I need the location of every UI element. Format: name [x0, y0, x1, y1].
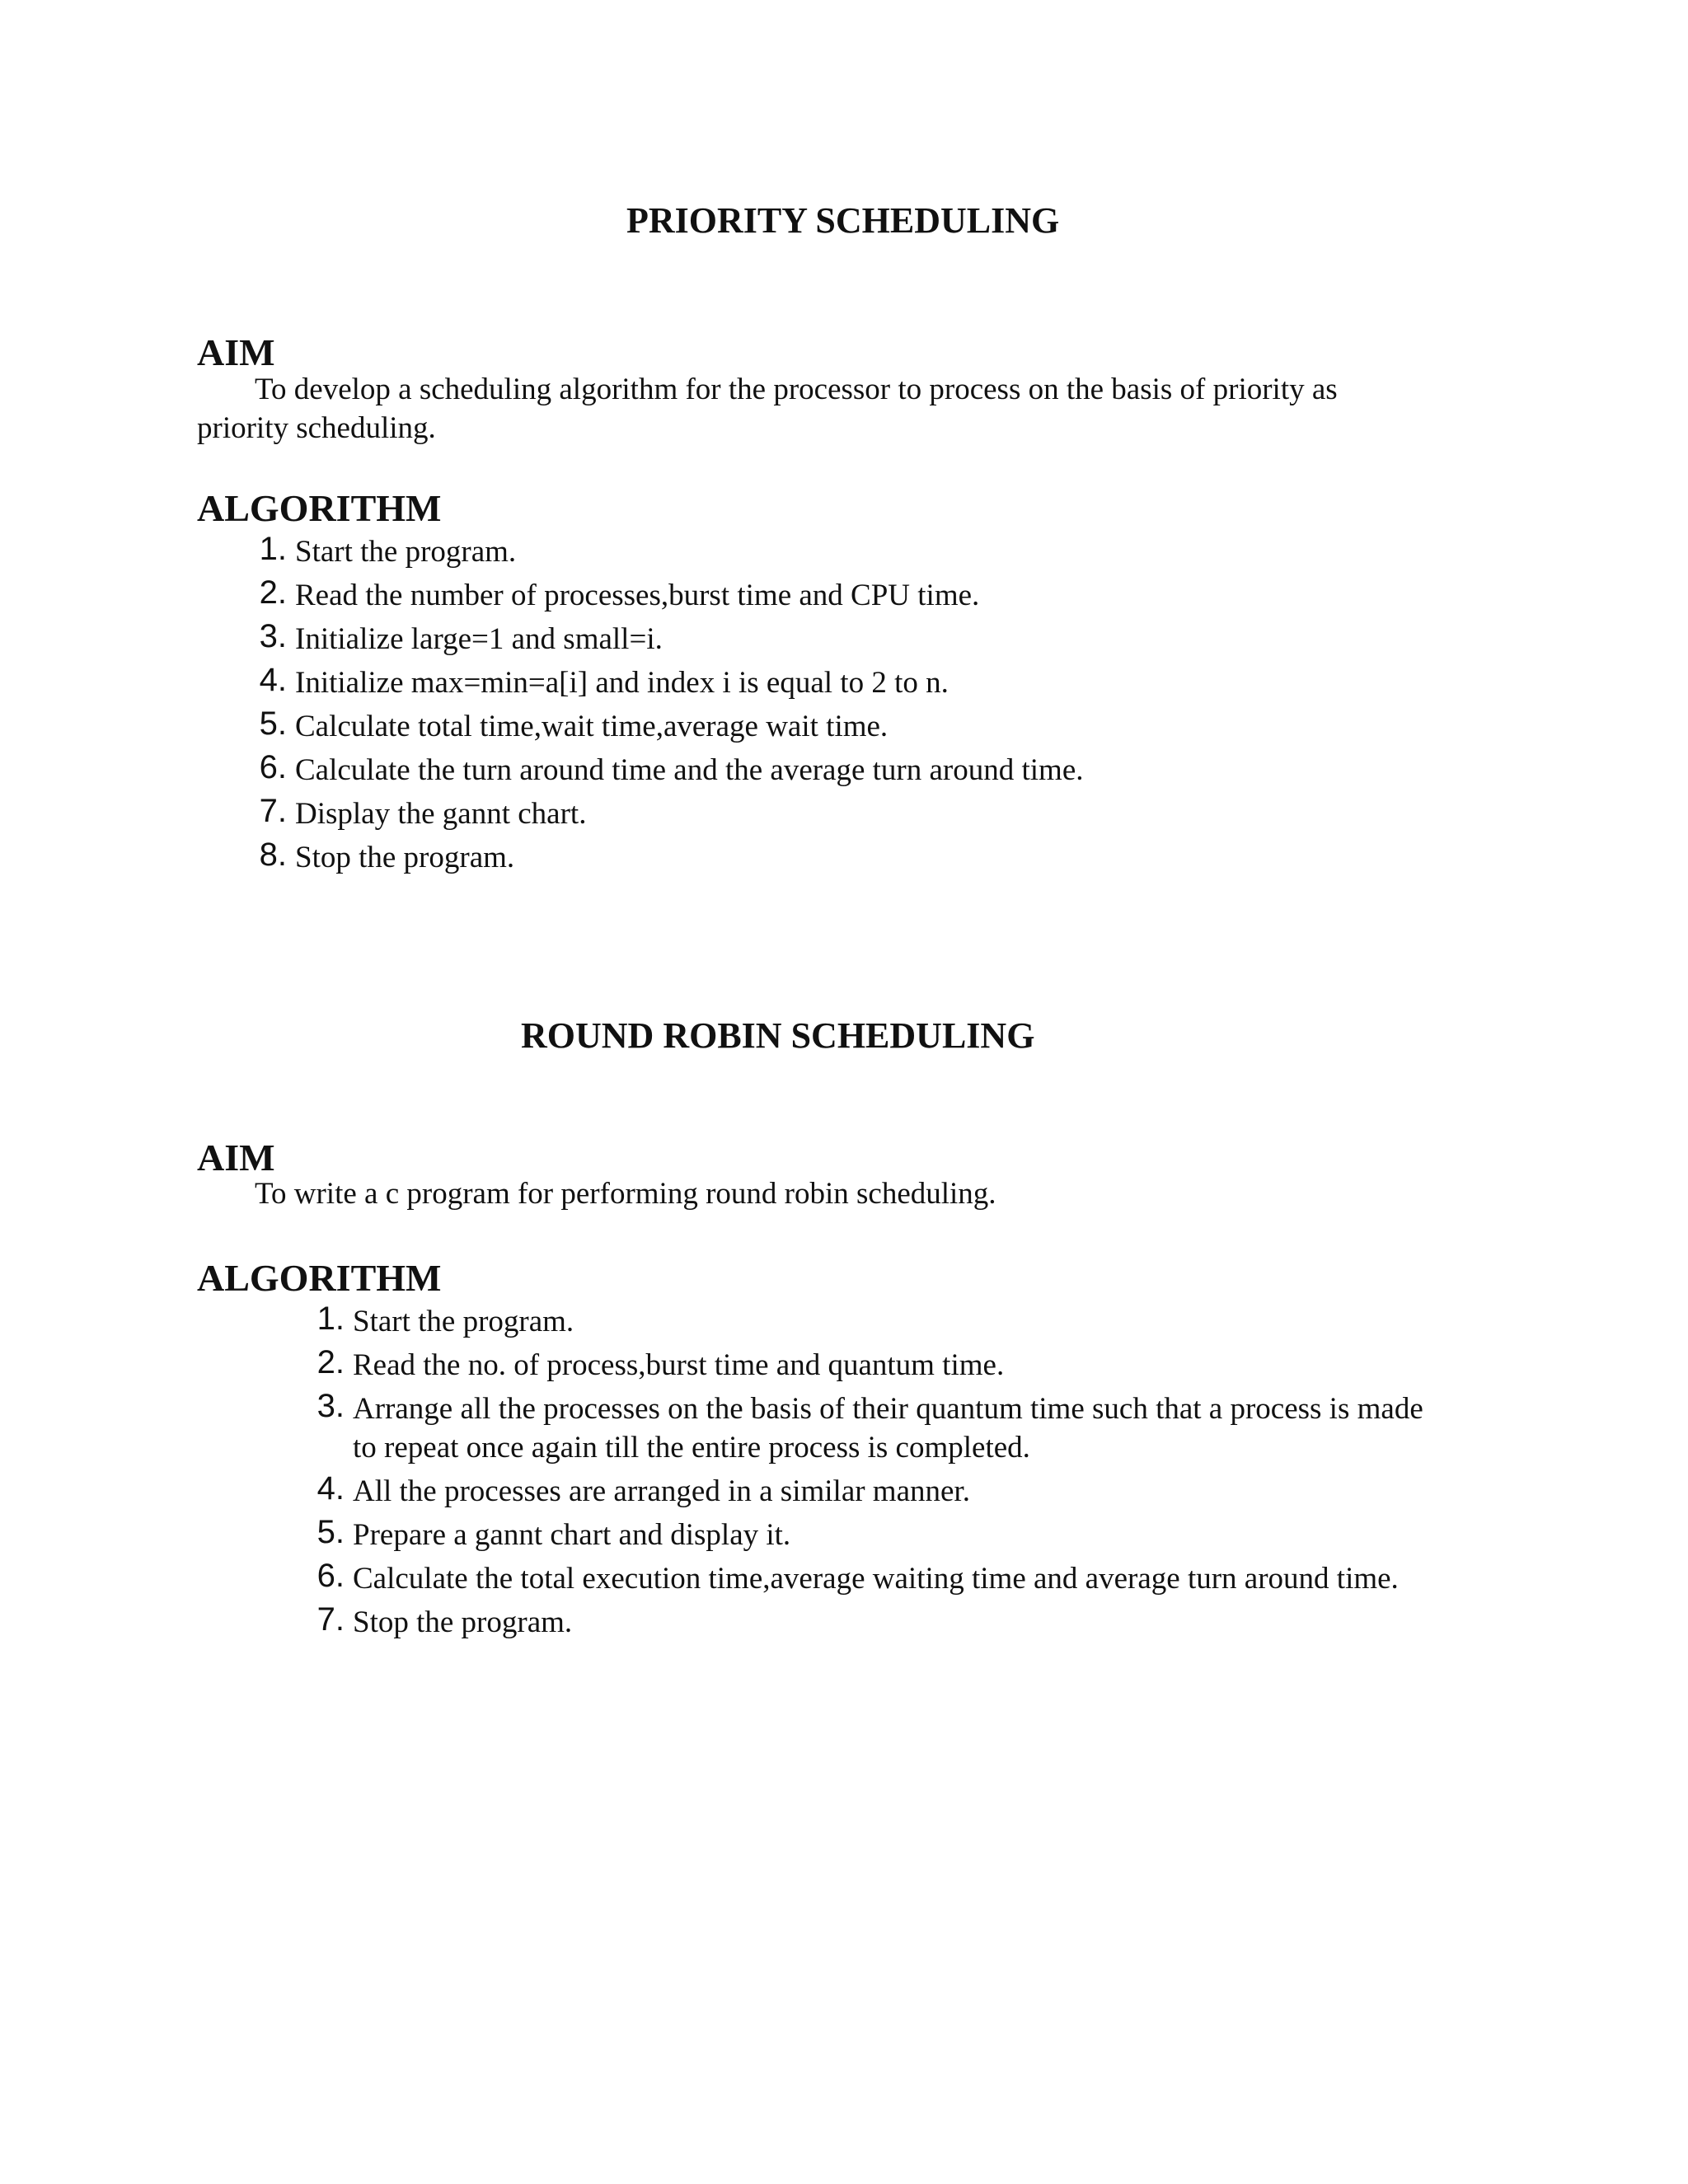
- step-number: 4.: [316, 1470, 345, 1507]
- round-robin-title: ROUND ROBIN SCHEDULING: [521, 1015, 1035, 1056]
- step-text: Calculate the turn around time and the average turn around time.: [295, 753, 1084, 787]
- step-number: 1.: [259, 531, 287, 567]
- step-number: 6.: [316, 1558, 345, 1594]
- list-item: [316, 1470, 1441, 1511]
- step-number: 3.: [316, 1388, 345, 1424]
- step-text: Start the program.: [295, 535, 517, 569]
- list-item: [316, 1601, 1441, 1642]
- step-text: Display the gannt chart.: [295, 797, 587, 831]
- step-text: Initialize large=1 and small=i.: [295, 622, 663, 656]
- step-text: Stop the program.: [295, 841, 515, 874]
- priority-aim-heading: AIM: [197, 331, 275, 373]
- step-number: 8.: [259, 837, 287, 873]
- list-item: [316, 1344, 1441, 1385]
- priority-algorithm-heading: ALGORITHM: [197, 487, 442, 529]
- step-text: Stop the program.: [353, 1605, 573, 1639]
- round-robin-algorithm-heading: ALGORITHM: [197, 1257, 442, 1299]
- priority-aim-text-content: To develop a scheduling algorithm for the processor to process on the basis of priority as priority scheduling.: [197, 373, 1338, 445]
- step-text: All the processes are arranged in a similar manner.: [353, 1474, 970, 1508]
- step-number: 5.: [259, 705, 287, 742]
- list-item: [259, 574, 1449, 615]
- step-number: 7.: [259, 793, 287, 829]
- round-robin-aim-heading: AIM: [197, 1137, 275, 1179]
- list-item: [259, 705, 1449, 746]
- step-number: 5.: [316, 1514, 345, 1550]
- list-item: [259, 618, 1449, 658]
- list-item: [259, 749, 1449, 790]
- step-number: 2.: [316, 1344, 345, 1380]
- step-text: Calculate total time,wait time,average wait time.: [295, 710, 889, 743]
- list-item: [259, 531, 1449, 571]
- step-text: Initialize max=min=a[i] and index i is equal to 2 to n.: [295, 666, 949, 700]
- list-item: [259, 837, 1449, 877]
- step-text: Prepare a gannt chart and display it.: [353, 1518, 791, 1552]
- step-number: 6.: [259, 749, 287, 785]
- priority-title: PRIORITY SCHEDULING: [626, 200, 1060, 241]
- step-number: 7.: [316, 1601, 345, 1638]
- step-text: Start the program.: [353, 1305, 574, 1338]
- step-text: Calculate the total execution time,average waiting time and average turn around time.: [353, 1562, 1399, 1596]
- list-item: [316, 1301, 1441, 1341]
- round-robin-steps-list: [316, 1301, 1441, 1642]
- list-item: [316, 1388, 1441, 1467]
- step-text: Read the no. of process,burst time and quantum time.: [353, 1348, 1005, 1382]
- priority-aim-text: [197, 370, 1425, 448]
- list-item: [259, 662, 1449, 702]
- list-item: [259, 793, 1449, 833]
- step-number: 2.: [259, 574, 287, 611]
- step-number: 4.: [259, 662, 287, 698]
- round-robin-aim-text: To write a c program for performing round robin scheduling.: [255, 1177, 996, 1211]
- list-item: [316, 1558, 1441, 1598]
- step-number: 1.: [316, 1301, 345, 1337]
- step-text: Arrange all the processes on the basis of their quantum time such that a process is made to repeat once again till the entire process is completed.: [353, 1392, 1423, 1465]
- priority-steps-list: [259, 531, 1449, 877]
- list-item: [316, 1514, 1441, 1554]
- step-text: Read the number of processes,burst time and CPU time.: [295, 579, 980, 612]
- step-number: 3.: [259, 618, 287, 654]
